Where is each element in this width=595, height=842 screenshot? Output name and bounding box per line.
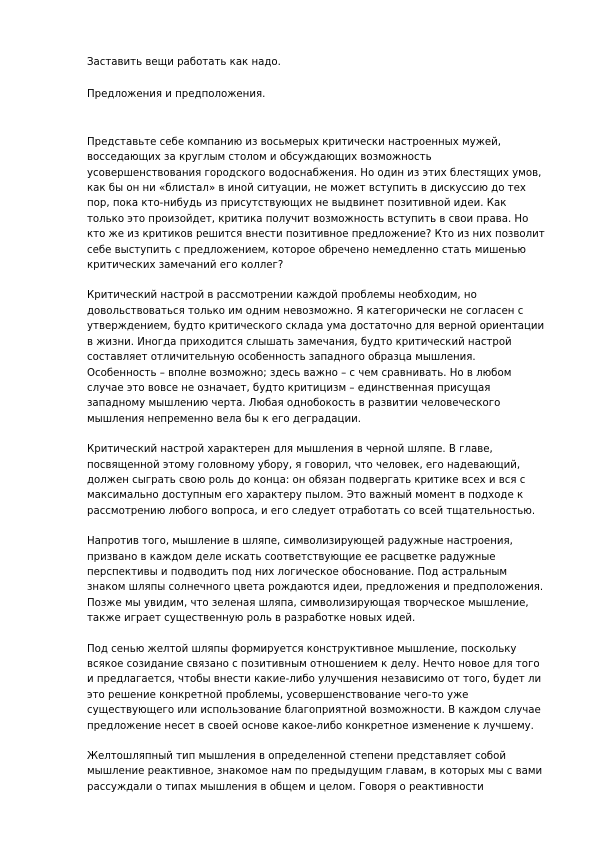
paragraph-3: Критический настрой характерен для мышления в черной шляпе. В главе, посвященной этому головному убору, я говорил, что человек, его надевающий, должен сыграть свою роль до конца: он обязан подвергать критике всех и вся с максимально доступным его характеру пылом. Это важный момент в подходе к рассмотрению любого вопроса, и его следует отработать со всей тщательностью.: [87, 444, 536, 517]
document-body: [87, 55, 546, 810]
document-title: Заставить вещи работать как надо.: [87, 57, 281, 68]
paragraph-2: Критический настрой в рассмотрении каждой проблемы необходим, но довольствоваться только им одним невозможно. Я категорически не согласен с утверждением, будто критического склада ума достаточно для верной ориентации в жизни. Иногда приходится слышать замечания, будто критический настрой составляет отличительную особенность западного образца мышления. Особенность – вполне возможно; здесь важно – с чем сравнивать. Но в любом случае это вовсе не означает, будто критицизм – единственная присущая западному мышлению черта. Любая однобокость в развитии человеческого мышления непременно вела бы к его деградации.: [87, 290, 545, 425]
document-subtitle: Предложения и предположения.: [87, 89, 266, 101]
paragraph-6: Желтошляпный тип мышления в определенной степени представляет собой мышление реактивное, знакомое нам по предыдущим главам, в которых мы с вами рассуждали о типах мышления в общем и целом. Говоря о реактивности: [87, 751, 543, 793]
paragraph-5: Под сенью желтой шляпы формируется конструктивное мышление, поскольку всякое созидание связано с позитивным отношением к делу. Нечто новое для того и предлагается, чтобы внести какие-либо улучшения независимо от того, будет ли это решение конкретной проблемы, усовершенствование чего-то уже существующего или использование благоприятной возможности. В каждом случае предложение несет в своей основе какое-либо конкретное изменение к лучшему.: [87, 643, 542, 732]
paragraph-4: Напротив того, мышление в шляпе, символизирующей радужные настроения, призвано в каждом деле искать соответствующие ее расцветке радужные перспективы и подводить под них логическое обоснование. Под астральным знаком шляпы солнечного цвета рождаются идеи, предложения и предположения. Позже мы увидим, что зеленая шляпа, символизирующая творческое мышление, также играет существенную роль в разработке новых идей.: [87, 536, 544, 625]
paragraph-1: Представьте себе компанию из восьмерых критически настроенных мужей, восседающих за круглым столом и обсуждающих возможность усовершенствования городского водоснабжения. Но один из этих блестящих умов, как бы он ни «блистал» в иной ситуации, не может вступить в дискуссию до тех пор, пока кто-нибудь из присутствующих не выдвинет позитивной идеи. Как только это произойдет, критика получит возможность вступить в свои права. Но кто же из критиков решится внести позитивное предложение? Кто из них позволит себе выступить с предложением, которое обречено немедленно стать мишенью критических замечаний его коллег?: [87, 136, 545, 272]
